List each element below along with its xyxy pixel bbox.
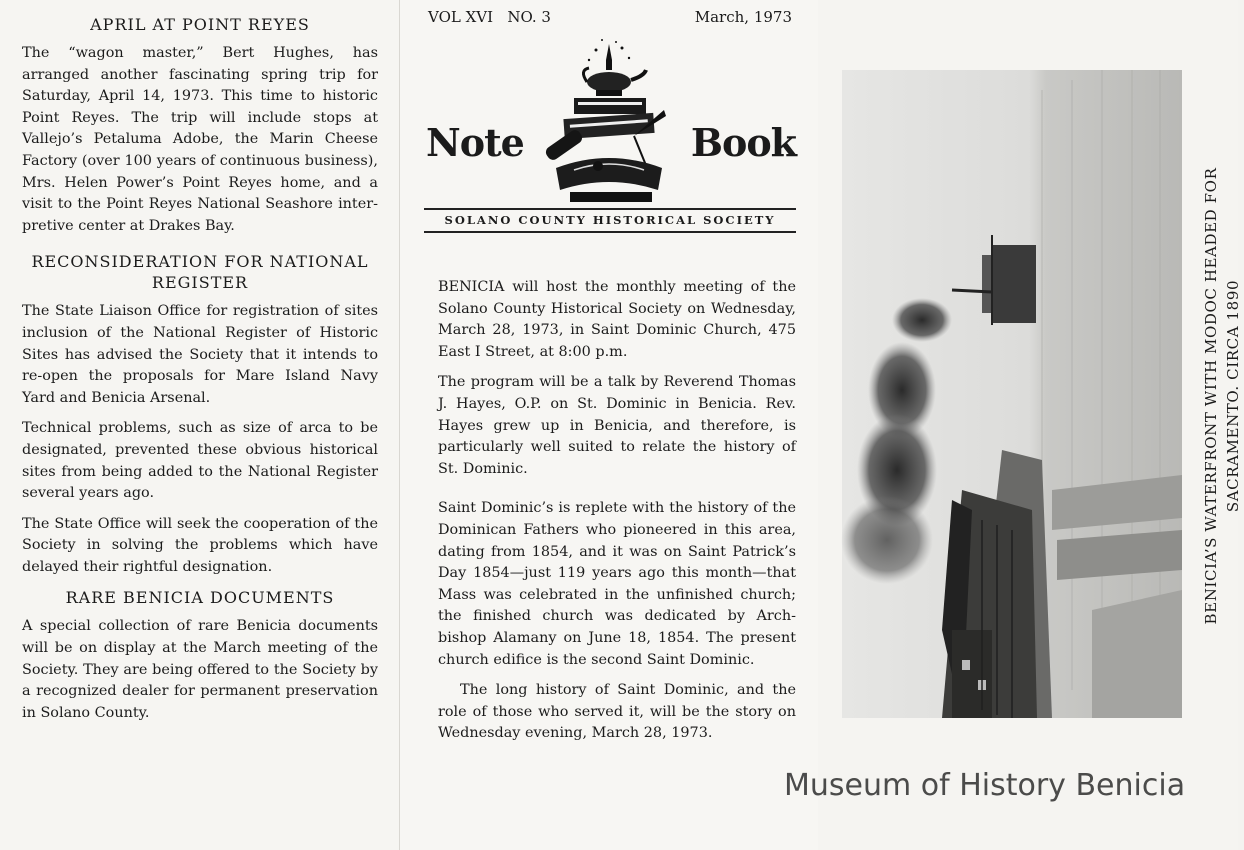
museum-watermark: Museum of History Benicia xyxy=(784,768,1186,803)
left-panel xyxy=(0,0,400,850)
history-paragraph: Saint Dominic’s is replete with the history of the Dominican Fathers who pioneered in this area, dating from 1854, and it was on Saint Patrick’s Day 1854—just 119 years ago this month—that Mass was celebrated in the unfinished church; the finished church was dedicated by Archbishop Alamany on June 18, 1854. The present church edifice is the second Saint Dominic. xyxy=(438,500,796,668)
issue-date: March, 1973 xyxy=(694,8,792,26)
point-reyes-paragraph: The “wagon master,” Bert Hughes, has arranged another fascinating spring trip for Saturday, April 14, 1973. This time to historic Point Reyes. The trip will include stops at Vallejo’s Petaluma Adobe, the Marin Cheese Factory (over 100 years of continuous business), Mrs. Helen Power’s Point Reyes home, and a visit to the Point Reyes National Seashore interpretive center at Drakes Bay. xyxy=(22,45,378,234)
documents-paragraph: A special collection of rare Benicia documents will be on display at the March meeting of the Society. They are being offered to the Society by a recognized dealer for permanent preservation in Solano County. xyxy=(22,618,378,721)
heading-national-register: RECONSIDERATION FOR NATIONAL REGISTER xyxy=(31,252,369,293)
register-paragraph-3: The State Office will seek the cooperation of the Society in solving the problems which have delayed their rightful designation. xyxy=(22,515,378,575)
register-paragraph-2: Technical problems, such as size of arca to be designated, prevented these obvious historical sites from being added to the National Register several years ago. xyxy=(22,420,378,502)
waterfront-photograph xyxy=(842,70,1182,718)
heading-rare-documents: RARE BENICIA DOCUMENTS xyxy=(65,588,335,608)
meeting-paragraph: BENICIA will host the monthly meeting of the Solano County Historical Society on Wednesday, March 28, 1973, in Saint Dominic Church, 475 East I Street, at 8:00 p.m. xyxy=(438,279,796,360)
masthead-note: Note xyxy=(426,120,524,165)
register-paragraph-1: The State Liaison Office for registration of sites inclusion of the National Register of Historic Sites has advised the Society that it intends to re-open the proposals for Mare Island Navy Yard and Benicia Arsenal. xyxy=(22,303,378,406)
closing-paragraph: The long history of Saint Dominic, and the role of those who served it, will be the story on Wednesday evening, March 28, 1973. xyxy=(438,682,796,742)
lamp-and-books-emblem xyxy=(534,40,684,210)
volume-number: VOL XVI NO. 3 xyxy=(428,8,551,26)
caption-line-2: SACRAMENTO. CIRCA 1890 xyxy=(1224,279,1242,513)
photo-caption xyxy=(1200,116,1244,676)
caption-line-1: BENICIA’S WATERFRONT WITH MODOC HEADED FOR xyxy=(1202,167,1220,625)
right-panel xyxy=(818,0,1242,850)
middle-panel xyxy=(400,0,818,850)
masthead-book: Book xyxy=(690,120,796,165)
issue-row xyxy=(424,8,796,26)
society-name: SOLANO COUNTY HISTORICAL SOCIETY xyxy=(424,208,796,233)
masthead xyxy=(424,28,796,208)
heading-point-reyes: APRIL AT POINT REYES xyxy=(90,15,310,34)
program-paragraph: The program will be a talk by Reverend Thomas J. Hayes, O.P. on St. Dominic in Benicia. Rev. Hayes grew up in Benicia, and therefore, is particularly well suited to relate the history of St. Dominic. xyxy=(438,374,796,477)
